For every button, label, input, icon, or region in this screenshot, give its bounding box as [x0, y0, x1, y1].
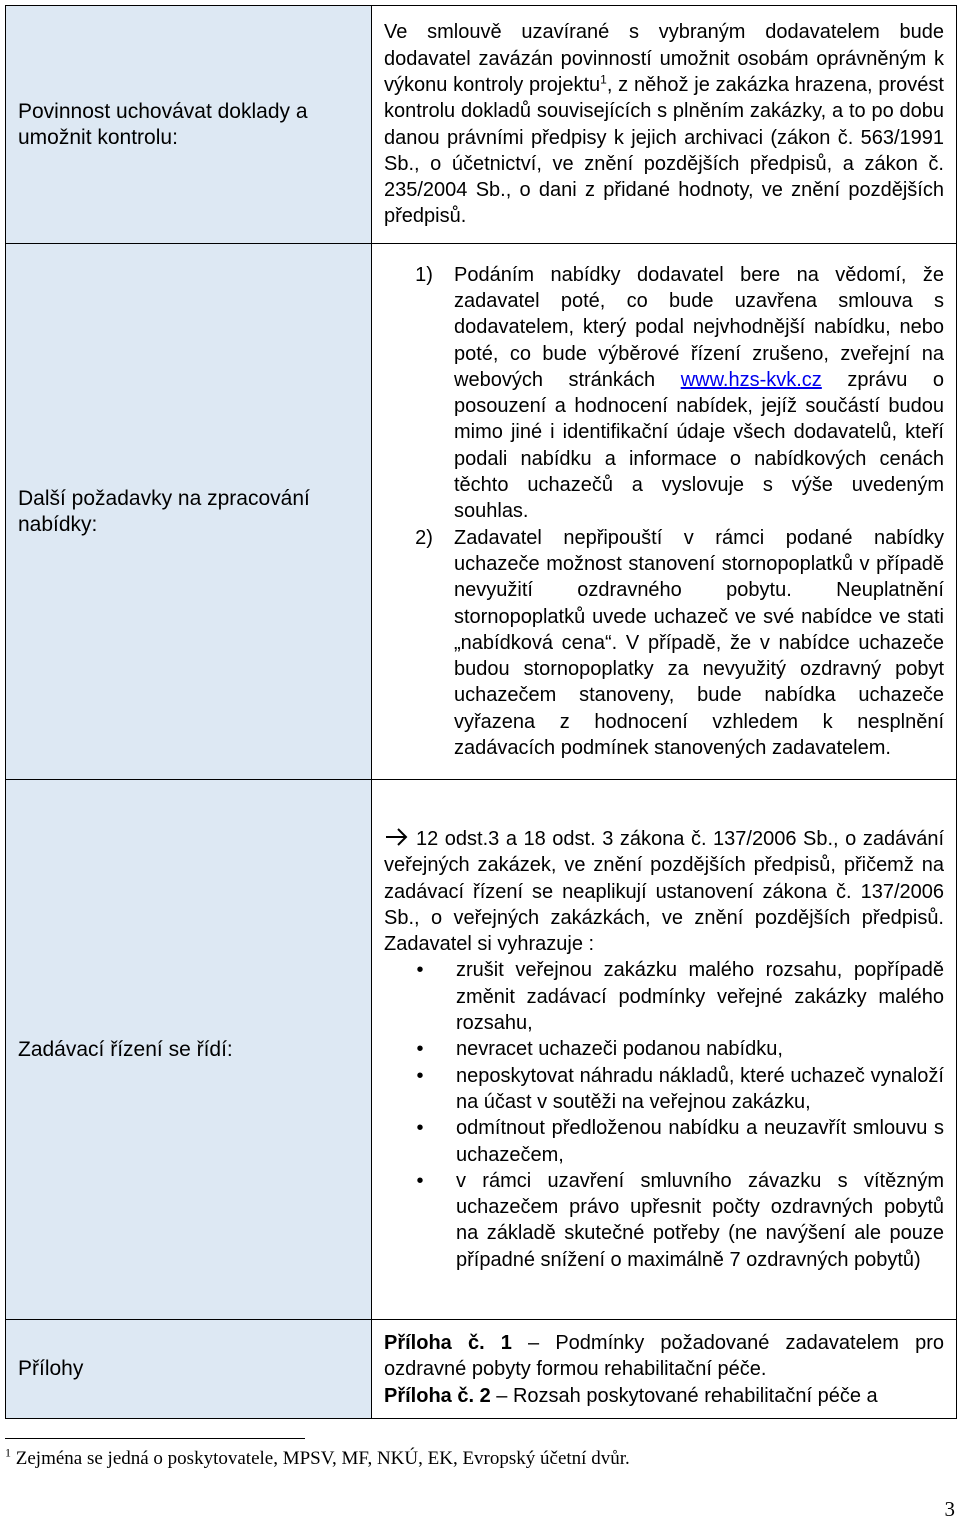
footnote-separator — [5, 1438, 305, 1439]
item-number: 1) — [415, 263, 433, 286]
list-item — [384, 957, 944, 1036]
row-label-attachments: Přílohy — [6, 1320, 372, 1419]
bullet-icon: • — [416, 1169, 424, 1192]
row-inspection — [6, 6, 957, 244]
bullet-icon: • — [416, 959, 424, 982]
page-number: 3 — [944, 1497, 955, 1521]
inspection-text-b: , z něhož je zakázka hrazena, provést kontrolu dokladů souvisejících s plněním zakázky, a to po dobu danou právními předpisy k jejich archivaci (zákon č. 563/1991 Sb., o účetnictví, ve znění pozdějších předpisů, a zákon č. 235/2004 Sb., o dani z přidané hodnoty, ve znění pozdějších předpisů. — [384, 73, 944, 228]
attachment-2-text: Rozsah poskytované rehabilitační péče a — [512, 1384, 878, 1407]
inspection-text-a: Ve smlouvě uzavírané s vybraným dodavatelem bude dodavatel zavázán povinností umožnit osobám oprávněným k výkonu kontroly projektu — [384, 21, 944, 96]
list-item — [384, 1063, 944, 1116]
row-content-inspection — [372, 6, 957, 244]
bullet-text: neposkytovat náhradu nákladů, které uchazeč vynaloží na účast v soutěži na veřejnou zakázku, — [456, 1064, 944, 1113]
row-content-procedure — [372, 780, 957, 1320]
row-procedure — [6, 780, 957, 1320]
item-number: 2) — [415, 526, 433, 549]
attachment-1-title: Příloha č. 1 — [384, 1332, 512, 1354]
document-table — [5, 5, 957, 1419]
procedure-intro — [384, 826, 944, 957]
bullet-icon: • — [416, 1038, 424, 1061]
row-requirements — [6, 244, 957, 780]
attachment-1: Příloha č. 1 – Podmínky požadované zadavatelem pro ozdravné pobyty formou rehabilitační péče. — [384, 1332, 944, 1381]
arrow-right-icon — [384, 826, 410, 848]
bullet-icon: • — [416, 1064, 424, 1087]
item-text: Zadavatel nepřipouští v rámci podané nabídky uchazeče možnost stanovení stornopoplatků v případě nevyužití ozdravného pobytu. Neuplatnění stornopoplatků uvede uchazeč ve své nabídce ve stati „nabídková cena“. V případě, že v nabídce uchazeče budou stornopoplatky za nevyužitý ozdravný pobyt uchazečem stanoveny, bude nabídka uchazeče vyřazena z hodnocení vzhledem k nesplnění zadávacích podmínek stanovených zadavatelem. — [454, 526, 944, 760]
footnote-ref: 1 — [600, 72, 607, 87]
bullet-icon: • — [416, 1117, 424, 1140]
item-text-b: zprávu o posouzení a hodnocení nabídek, jejíž součástí budou mimo jiné i identifikační údaje všech dodavatelů, kteří podali nabídku a informace o nabídkových cenách těchto uchazečů a vyslovuje s výše uvedeným souhlas. — [454, 368, 944, 523]
row-content-attachments — [372, 1320, 957, 1419]
website-link[interactable]: www.hzs-kvk.cz — [680, 368, 822, 391]
attachment-1-text: Podmínky požadované zadavatelem pro ozdravné pobyty formou rehabilitační péče. — [384, 1332, 944, 1381]
item-text — [454, 262, 944, 525]
row-attachments — [6, 1320, 957, 1419]
footnote-mark: 1 — [5, 1445, 11, 1460]
footnote — [5, 1445, 630, 1470]
bullet-text: v rámci uzavření smluvního závazku s vítězným uchazečem právo upřesnit počty ozdravných pobytů na základě skutečné potřeby (ne navýšení ale pouze případné snížení o maximálně 7 ozdravných pobytů) — [456, 1169, 944, 1271]
attachment-2: Příloha č. 2 – Rozsah poskytované rehabilitační péče a — [384, 1384, 878, 1407]
bullet-text: zrušit veřejnou zakázku malého rozsahu, popřípadě změnit zadávací podmínky veřejné zakázky malého rozsahu, — [456, 959, 944, 1035]
item-text-a: Podáním nabídky dodavatel bere na vědomí, že zadavatel poté, co bude uzavřena smlouva s dodavatelem, který podal nejvhodnější nabídku, nebo poté, co bude výběrové řízení zrušeno, zveřejní na webových stránkách — [454, 263, 944, 391]
list-item — [384, 1115, 944, 1168]
reservation-list — [384, 957, 944, 1273]
attachment-2-title: Příloha č. 2 — [384, 1384, 491, 1407]
list-item — [384, 262, 944, 525]
list-item — [384, 1036, 944, 1062]
bullet-text: odmítnout předloženou nabídku a neuzavřít smlouvu s uchazečem, — [456, 1117, 944, 1166]
footnote-text: Zejména se jedná o poskytovatele, MPSV, MF, NKÚ, EK, Evropský účetní dvůr. — [15, 1448, 630, 1469]
bullet-text: nevracet uchazeči podanou nabídku, — [456, 1038, 783, 1061]
row-label-inspection: Povinnost uchovávat doklady a umožnit kontrolu: — [6, 6, 372, 244]
list-item — [384, 1168, 944, 1273]
list-item — [384, 525, 944, 762]
row-label-requirements: Další požadavky na zpracování nabídky: — [6, 244, 372, 780]
row-content-requirements — [372, 244, 957, 780]
row-label-procedure: Zadávací řízení se řídí: — [6, 780, 372, 1320]
procedure-text: 12 odst.3 a 18 odst. 3 zákona č. 137/2006 Sb., o zadávání veřejných zakázek, ve znění pozdějších předpisů, přičemž na zadávací řízení se neaplikují ustanovení zákona č. 137/2006 Sb., o veřejných zakázkách, ve znění pozdějších předpisů. Zadavatel si vyhrazuje : — [384, 827, 944, 956]
